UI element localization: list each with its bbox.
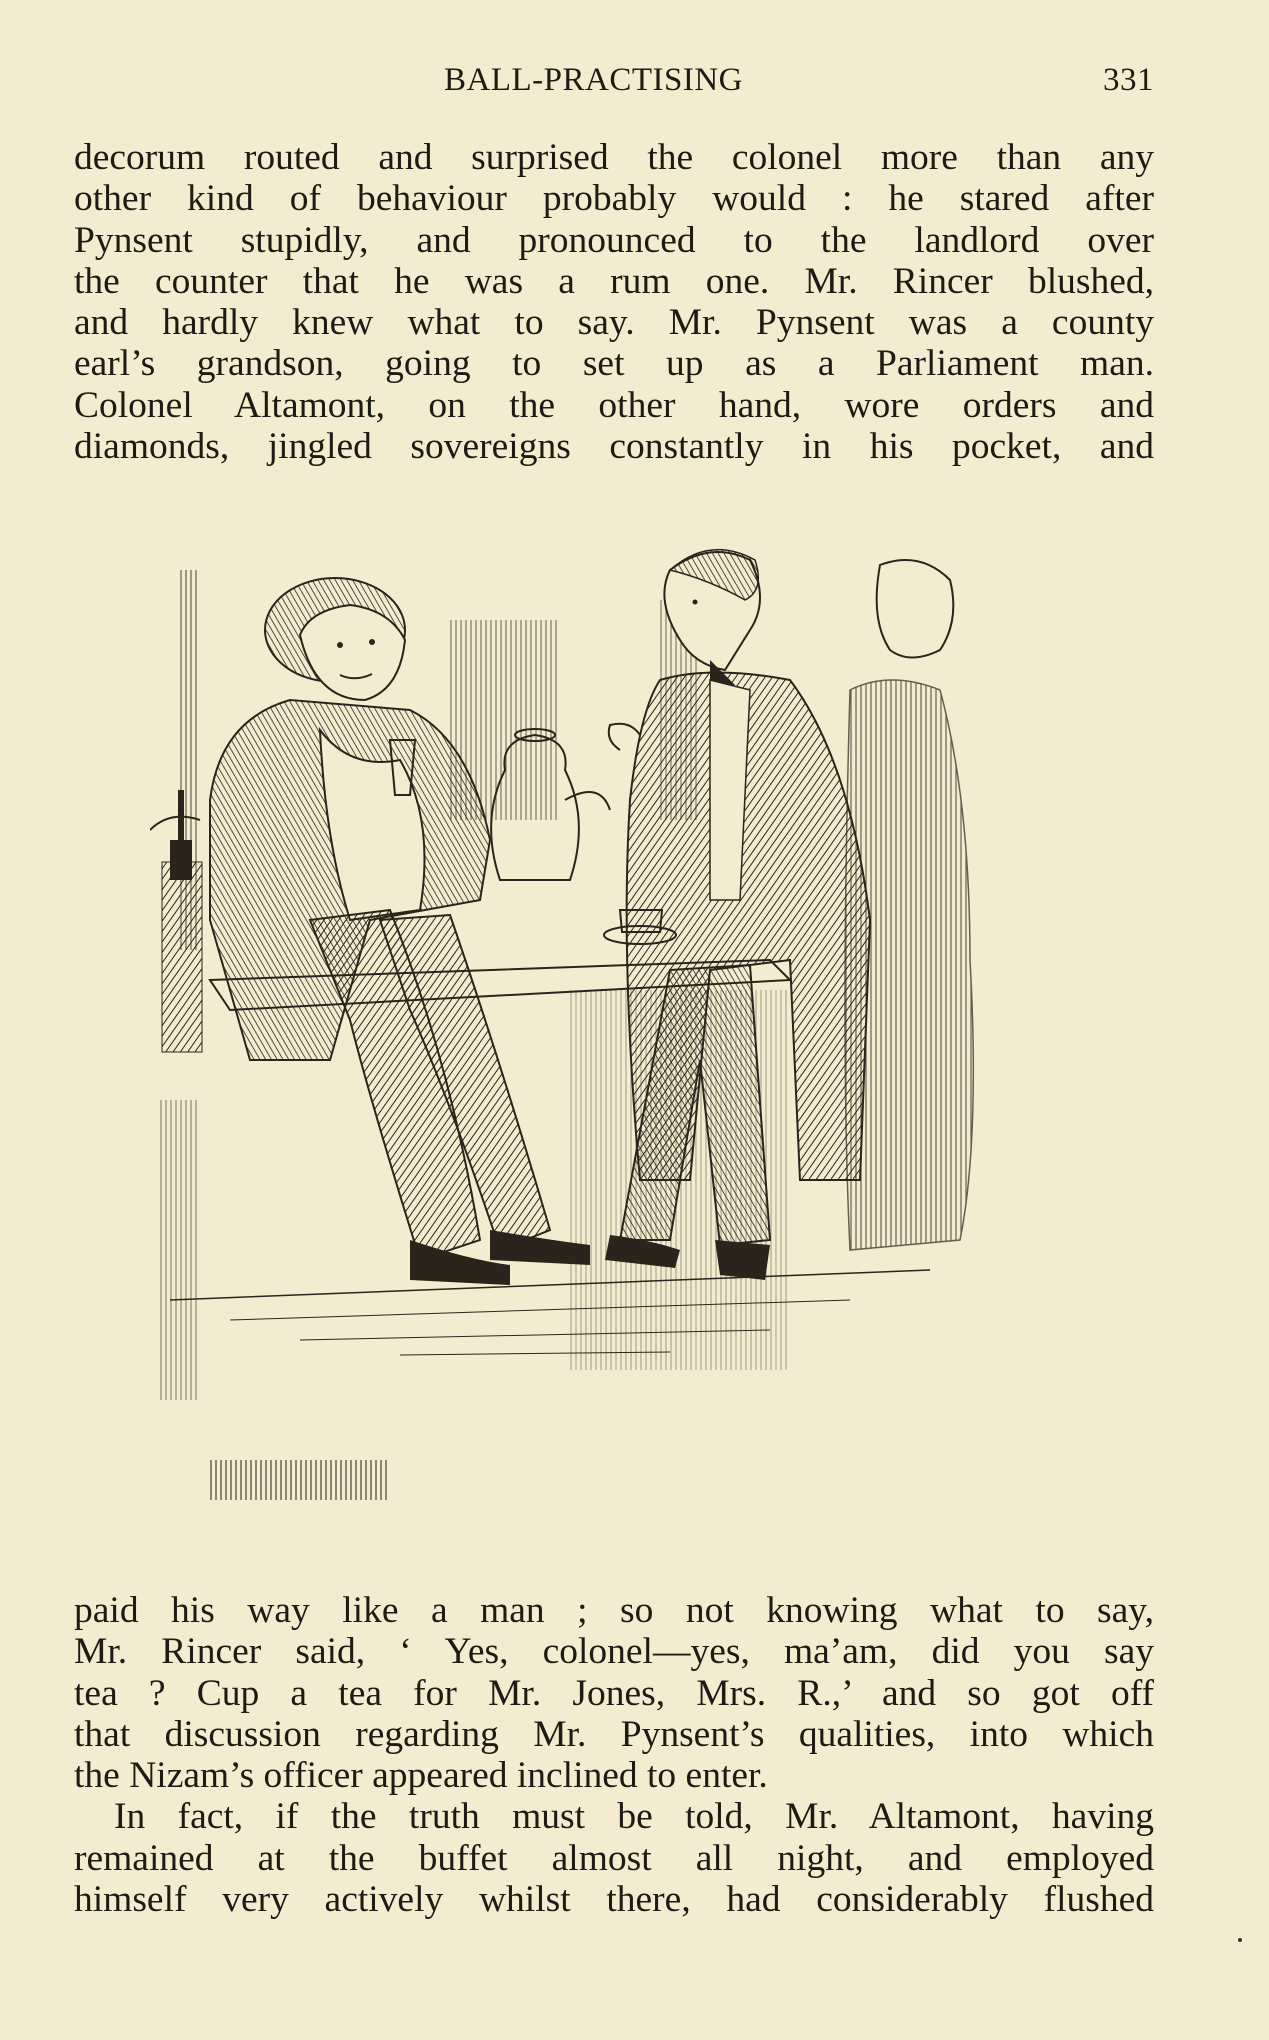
text-line: Colonel Altamont, on the other hand, wore orders and: [74, 384, 1154, 426]
running-title: BALL-PRACTISING: [444, 62, 744, 98]
text-line: the counter that he was a rum one. Mr. Rincer blushed,: [74, 260, 1154, 302]
page-number: 331: [1103, 62, 1154, 98]
floor-lines: [170, 1270, 930, 1355]
text-line: tea ? Cup a tea for Mr. Jones, Mrs. R.,’ and so got off: [74, 1672, 1154, 1714]
text-line: that discussion regarding Mr. Pynsent’s qualities, into which: [74, 1713, 1154, 1755]
text-line: decorum routed and surprised the colonel more than any: [74, 137, 1154, 178]
ink-speck: [1238, 1938, 1242, 1942]
text-line: earl’s grandson, going to set up as a Parliament man.: [74, 343, 1154, 385]
figure-landlady: [845, 560, 973, 1250]
running-header: [74, 62, 1154, 106]
text-line: Pynsent stupidly, and pronounced to the landlord over: [74, 219, 1154, 261]
text-line: Mr. Rincer said, ‘ Yes, colonel—yes, ma’am, did you say: [74, 1631, 1154, 1673]
text-line: other kind of behaviour probably would : he stared after: [74, 178, 1154, 220]
text-line: and hardly knew what to say. Mr. Pynsent was a county: [74, 302, 1154, 344]
figure-pynsent: [605, 550, 870, 1280]
paragraph-bottom: [74, 1590, 1154, 1920]
text-line: paid his way like a man ; so not knowing what to say,: [74, 1590, 1154, 1631]
paragraph-top: [74, 137, 1154, 467]
text-line: himself very actively whilst there, had considerably flushed: [74, 1879, 1154, 1921]
text-line: diamonds, jingled sovereigns constantly in his pocket, and: [74, 426, 1154, 468]
text-line: the Nizam’s officer appeared inclined to enter.: [74, 1755, 768, 1797]
text-line: In fact, if the truth must be told, Mr. Altamont, having: [114, 1796, 1154, 1838]
text-line: remained at the buffet almost all night, and employed: [74, 1837, 1154, 1879]
engraved-illustration: [150, 540, 1110, 1560]
